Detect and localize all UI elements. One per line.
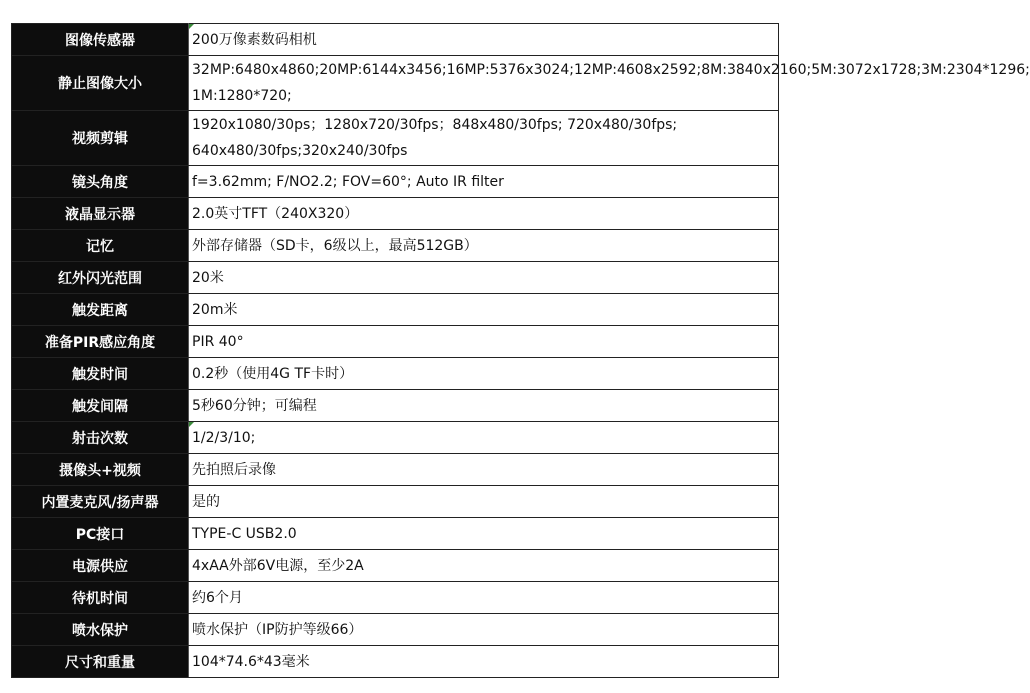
spec-value: 20m米 (189, 294, 779, 326)
spec-key: 记忆 (12, 230, 189, 262)
spec-value: 是的 (189, 486, 779, 518)
spec-key: 镜头角度 (12, 166, 189, 198)
spec-value: 0.2秒（使用4G TF卡时） (189, 358, 779, 390)
cell-marker (189, 24, 194, 29)
spec-key: 液晶显示器 (12, 198, 189, 230)
spec-key: 内置麦克风/扬声器 (12, 486, 189, 518)
spec-row (12, 454, 779, 486)
spec-row (12, 24, 779, 56)
spec-row (12, 294, 779, 326)
spec-row (12, 262, 779, 294)
spec-value: TYPE-C USB2.0 (189, 518, 779, 550)
spec-row (12, 422, 779, 454)
spec-value (189, 422, 779, 454)
spec-value: 4xAA外部6V电源，至少2A (189, 550, 779, 582)
spec-row (12, 166, 779, 198)
spec-key: 触发时间 (12, 358, 189, 390)
spec-row (12, 56, 779, 111)
spec-row (12, 198, 779, 230)
spec-value: 32MP:6480x4860;20MP:6144x3456;16MP:5376x3024;12MP:4608x2592;8M:3840x2160;5M:3072x1728;3M:2304*1296; 1M:1280*720; (189, 56, 779, 111)
spec-key: 射击次数 (12, 422, 189, 454)
spec-key: 摄像头+视频 (12, 454, 189, 486)
spec-value: 2.0英寸TFT（240X320） (189, 198, 779, 230)
spec-key: 视频剪辑 (12, 111, 189, 166)
spec-row (12, 358, 779, 390)
spec-value: f=3.62mm; F/NO2.2; FOV=60°; Auto IR filter (189, 166, 779, 198)
spec-value: 104*74.6*43毫米 (189, 646, 779, 678)
spec-row (12, 486, 779, 518)
spec-row (12, 390, 779, 422)
spec-row (12, 111, 779, 166)
spec-value: 1920x1080/30ps；1280x720/30fps；848x480/30fps; 720x480/30fps; 640x480/30fps;320x240/30fps (189, 111, 779, 166)
spec-value: 5秒60分钟；可编程 (189, 390, 779, 422)
spec-row (12, 326, 779, 358)
spec-key: 喷水保护 (12, 614, 189, 646)
spec-key: 电源供应 (12, 550, 189, 582)
spec-key: 待机时间 (12, 582, 189, 614)
spec-value: 先拍照后录像 (189, 454, 779, 486)
spec-row (12, 614, 779, 646)
spec-value (189, 24, 779, 56)
spec-key: 准备PIR感应角度 (12, 326, 189, 358)
spec-value: 20米 (189, 262, 779, 294)
spec-value-text: 200万像素数码相机 (192, 31, 317, 48)
spec-table (11, 23, 1030, 678)
spec-value-text: 1/2/3/10; (192, 429, 256, 446)
spec-key: 触发间隔 (12, 390, 189, 422)
spec-key: 红外闪光范围 (12, 262, 189, 294)
spec-row (12, 230, 779, 262)
spec-value: 喷水保护（IP防护等级66） (189, 614, 779, 646)
spec-key: PC接口 (12, 518, 189, 550)
spec-key: 图像传感器 (12, 24, 189, 56)
spec-row (12, 518, 779, 550)
spec-key: 触发距离 (12, 294, 189, 326)
spec-value: PIR 40° (189, 326, 779, 358)
spec-row (12, 582, 779, 614)
spec-value: 外部存储器（SD卡，6级以上，最高512GB） (189, 230, 779, 262)
spec-value: 约6个月 (189, 582, 779, 614)
spec-key: 静止图像大小 (12, 56, 189, 111)
cell-marker (189, 422, 194, 427)
spec-row (12, 646, 779, 678)
spec-key: 尺寸和重量 (12, 646, 189, 678)
spec-row (12, 550, 779, 582)
